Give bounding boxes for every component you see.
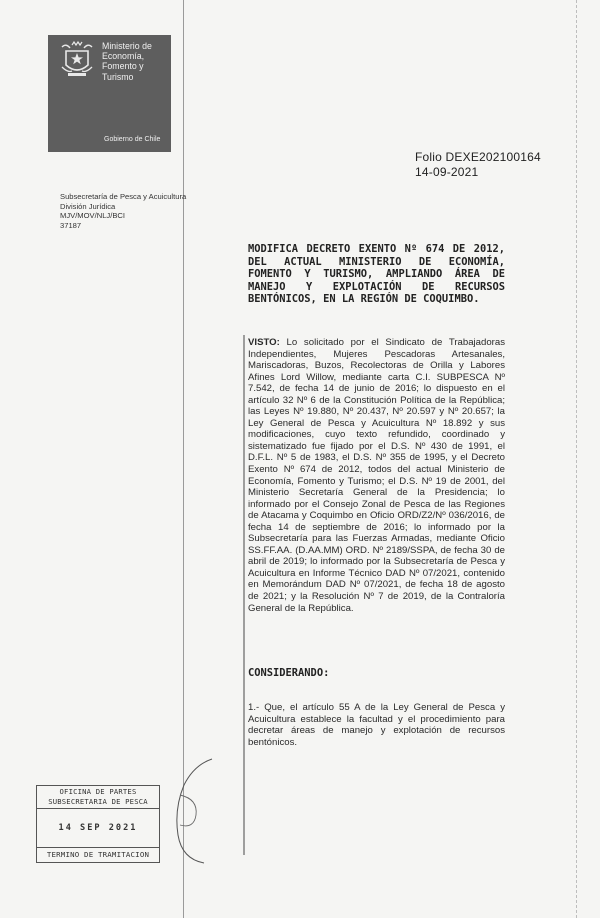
department-line: Subsecretaría de Pesca y Acuicultura xyxy=(60,192,187,201)
department-line: 37187 xyxy=(60,220,82,230)
stamp-footer: TERMINO DE TRAMITACION xyxy=(46,850,150,859)
government-label: Gobierno de Chile xyxy=(104,136,161,143)
document-title: MODIFICA DECRETO EXENTO Nº 674 DE 2012, DEL ACTUAL MINISTERIO DE ECONOMÍA, FOMENTO Y TURISMO, AMPLIANDO ÁREA DE MANEJO Y EXPLOTACIÓN DE RECURSOS BENTÓNICOS, EN LA REGIÓN DE COQUIMBO. xyxy=(248,243,505,306)
stamp-line: OFICINA DE PARTES xyxy=(59,787,137,796)
visto-text: Lo solicitado por el Sindicato de Trabajadoras Independientes, Mujeres Pescadoras Artesanales, Mariscadoras, Buzos, Recolectoras de Orilla y Labores Afines Lord Willow, mediante carta C.I. SUBPESCA Nº 7.542, de fecha 14 de junio de 2016; lo dispuesto en el artículo 32 Nº 6 de la Constitución Política de la República; las Leyes Nº 19.880, Nº 20.437, Nº 20.597 y Nº 20.657; la Ley General de Pesca y Acuicultura Nº 18.892 y sus modificaciones, cuyo texto refundido, coordinado y sistematizado fue fijado por el D.S. Nº 430 de 1991, el D.F.L. Nº 5 de 1983, el D.S. Nº 355 de 1995, y el Decreto Exento Nº 674 de 2012, todos del actual Ministerio de Economía, Fomento y Turismo; el D.S. Nº 19 de 2001, del Ministerio Secretaría General de la Presidencia; lo informado por el Consejo Zonal de Pesca de las Regiones de Atacama y Coquimbo en Oficio ORD/Z2/Nº 036/2016, de fecha 14 de septiembre de 2016; lo informado por la Subsecretaría para las Fuerzas Armadas, mediante Oficio SS.FF.AA. (D.AA.MM) ORD. Nº 2189/SSPA, de fecha 30 de abril de 2019; lo informado por la Subsecretaría de Pesca y Acuicultura en Informe Técnico DAD Nº 07/2021, contenido en Memorándum DAD Nº 07/2021, de fecha 18 de agosto de 2021; y la Resolución Nº 7 de 2019, de la Contraloría General de la República. xyxy=(248,337,505,614)
ministry-line: Fomento y xyxy=(102,61,144,72)
department-line: División Jurídica xyxy=(60,201,116,211)
office-stamp xyxy=(36,785,160,871)
signature-mark-icon xyxy=(150,755,230,865)
margin-rule-dashed xyxy=(576,0,577,918)
folio-date: 14-09-2021 xyxy=(415,165,479,179)
folio-block xyxy=(415,150,541,180)
ministry-line: Economía, xyxy=(102,51,145,62)
visto-label: VISTO: xyxy=(248,337,280,348)
ministry-line: Turismo xyxy=(102,71,134,82)
stamp-date: 14 SEP 2021 xyxy=(37,809,159,848)
department-line: MJV/MOV/NLJ/BCI xyxy=(60,211,125,220)
stamp-line: SUBSECRETARIA DE PESCA xyxy=(48,797,148,806)
ministry-name xyxy=(102,41,168,82)
stamp-header xyxy=(37,786,159,809)
margin-rule-body xyxy=(243,335,245,855)
ministry-line: Ministerio de xyxy=(102,41,152,51)
stamp-box xyxy=(36,785,160,863)
folio-number: Folio DEXE202100164 xyxy=(415,150,541,164)
government-logo xyxy=(48,35,171,152)
visto-paragraph xyxy=(248,337,505,614)
considerando-heading: CONSIDERANDO: xyxy=(248,667,330,679)
department-block xyxy=(60,192,186,230)
considerando-point-1: 1.- Que, el artículo 55 A de la Ley General de Pesca y Acuicultura establece la facultad y el procedimiento para decretar áreas de manejo y explotación de recursos bentónicos. xyxy=(248,702,505,748)
coat-of-arms-icon xyxy=(58,41,96,79)
